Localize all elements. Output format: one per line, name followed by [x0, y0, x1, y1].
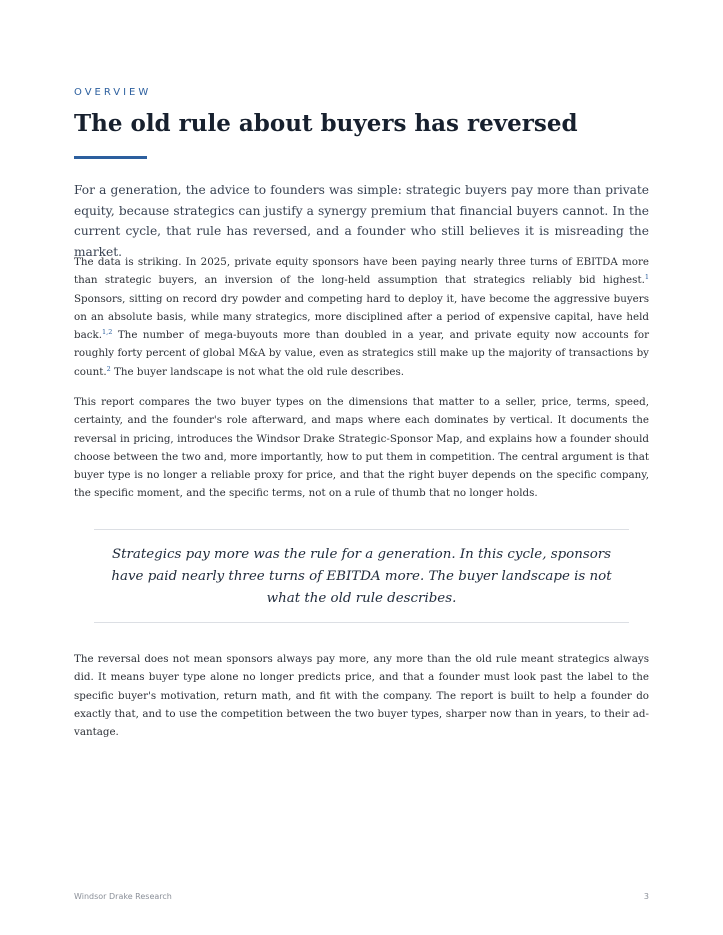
pull-quote: Strategics pay more was the rule for a generation. In this cycle, sponsors have paid nearly three turns of EBITDA more. The buyer landscape is not what the old rule describes. [111, 547, 612, 606]
footer-publisher: Windsor Drake Research [74, 892, 172, 901]
title-underline [74, 156, 147, 159]
pull-quote-box [94, 529, 629, 623]
footnote-ref[interactable]: 1 [644, 273, 649, 282]
paragraph-text: The buyer landscape is not what the old rule describes. [110, 365, 405, 378]
footer-page-number: 3 [643, 892, 649, 901]
body-paragraph-scope: This report compares the two buyer types on the dimensions that matter to a seller, price, terms, speed, certainty, and the founder's role afterward, and maps where each dominates by vertical. It documents the reversal in pricing, introduces the Windsor Drake Strategic-Sponsor Map, and explains how a founder should choose between the two and, more importantly, how to put them in competition. The central argument is that buyer type is no longer a reliable proxy for price, and that the right buyer depends on the specific company, the specific moment, and the specific terms, not on a rule of thumb that no longer holds. [74, 396, 649, 500]
footnote-ref[interactable]: 2 [106, 364, 111, 373]
body-paragraph-conclusion: The reversal does not mean sponsors always pay more, any more than the old rule meant strategics always did. It means buyer type alone no longer predicts price, and that a founder must look past the label to the specific buyer's motivation, return math, and fit with the company. The report is built to help a founder do exactly that, and to use the competition between the two buyer types, sharper now than in years, to their advantage. [74, 653, 649, 739]
paragraph-text: The number of mega-buyouts more than doubled in a year, and private equity now accounts for roughly forty percent of global M&A by value, even as strategics still make up the majority of transactions by count. [74, 329, 649, 378]
paragraph-text: The data is striking. In 2025, private equity sponsors have been paying nearly three turns of EBITDA more than strategic buyers, an inversion of the long-held assumption that strategics reliably bid highest. [74, 256, 649, 287]
paragraph-text: Sponsors, sitting on record dry powder and competing hard to deploy it, have become the aggressive buyers on an absolute basis, while many strategics, more disciplined after a period of expensive capital, have held back. [74, 292, 649, 342]
body-paragraph-data [74, 253, 649, 381]
lede-paragraph: For a generation, the advice to founders was simple: strategic buyers pay more than private equity, because strategics can justify a synergy premium that financial buyers cannot. In the current cycle, that rule has reversed, and a founder who still believes it is misreading the market. [74, 183, 649, 259]
footnote-ref[interactable]: 1,2 [102, 328, 113, 337]
section-eyebrow: OVERVIEW [74, 87, 152, 98]
page-title: The old rule about buyers has reversed [74, 110, 578, 137]
